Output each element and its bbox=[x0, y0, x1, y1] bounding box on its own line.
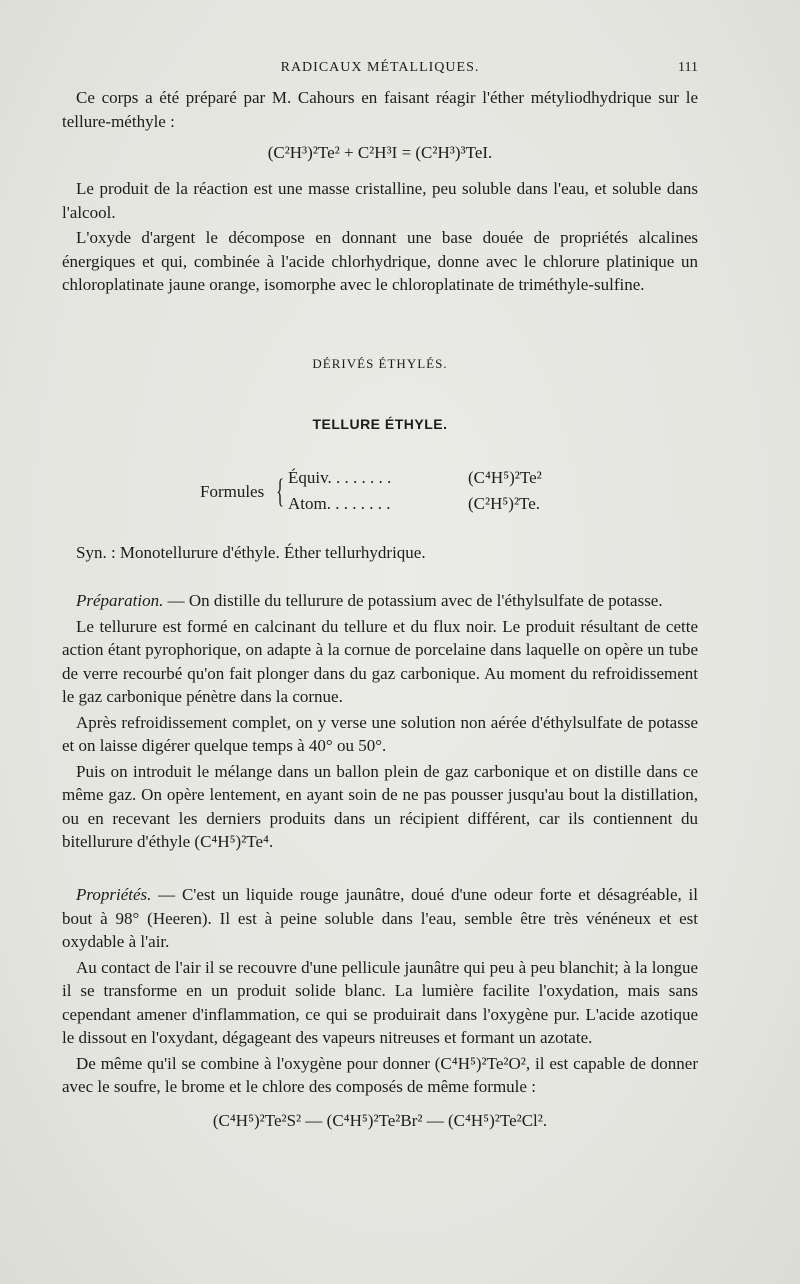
intro-paragraph-2: Le produit de la réaction est une masse cristalline, peu soluble dans l'eau, et soluble dans l'alcool. bbox=[62, 179, 698, 222]
preparation-paragraph-4: Puis on introduit le mélange dans un ballon plein de gaz carbonique et on distille dans ce même gaz. On opère lentement, en ayant soin de ne pas pousser jusqu'au bout la distillation, ou en recevant les derniers produits dans un récipient différent, car ils contiennent du bitellurure d'éthyle (C⁴H⁵)²Te⁴. bbox=[62, 761, 698, 851]
properties-paragraph-3: De même qu'il se combine à l'oxygène pour donner (C⁴H⁵)²Te²O², il est capable de donner avec le soufre, le brome et le chlore des composés de même formule : bbox=[62, 1053, 698, 1096]
properties-text-1: — C'est un liquide rouge jaunâtre, doué d'une odeur forte et désagréable, il bout à 98° (Heeren). Il est à peine soluble dans l'eau, semble être très vénéneux et est oxydable à l'air. bbox=[62, 885, 698, 951]
formula-row-atom bbox=[288, 494, 558, 514]
properties-equation: (C⁴H⁵)²Te²S² — (C⁴H⁵)²Te²Br² — (C⁴H⁵)²Te²Cl². bbox=[212, 1110, 548, 1130]
intro-section bbox=[62, 86, 698, 297]
formulas-table bbox=[200, 468, 580, 522]
brace-symbol: { bbox=[276, 473, 285, 510]
preparation-section bbox=[62, 589, 698, 854]
page-number: 111 bbox=[678, 60, 698, 75]
properties-section bbox=[62, 883, 698, 1133]
preparation-heading: Préparation. bbox=[76, 591, 164, 610]
formulas-label: Formules bbox=[200, 482, 265, 501]
section-title: DÉRIVÉS ÉTHYLÉS. bbox=[312, 356, 448, 371]
preparation-paragraph-2: Le tellurure est formé en calcinant du tellure et du flux noir. Le produit résultant de cette action étant pyrophorique, on adapte à la cornue de porcelaine dans laquelle on opère un tube de verre recourbé qu'on fait plonger dans du gaz carbonique. Au moment du refroidissement le gaz carbonique pénètre dans la cornue. bbox=[62, 616, 698, 706]
properties-paragraph-1 bbox=[62, 883, 698, 954]
equiv-value: (C⁴H⁵)²Te² bbox=[468, 468, 542, 487]
atom-label: Atom. . . . . . . . bbox=[288, 494, 391, 513]
preparation-paragraph-3: Après refroidissement complet, on y verse une solution non aérée d'éthylsulfate de potasse et on laisse digérer quelque temps à 40° ou 50°. bbox=[62, 712, 698, 755]
synonyms-line: Syn. : Monotellurure d'éthyle. Éther tellurhydrique. bbox=[76, 543, 426, 562]
section-heading-block bbox=[62, 352, 698, 376]
page-header bbox=[62, 58, 698, 82]
intro-equation: (C²H³)²Te² + C²H³I = (C²H³)³TeI. bbox=[267, 143, 493, 162]
intro-paragraph-3: L'oxyde d'argent le décompose en donnant une base douée de propriétés alcalines énergiques et qui, combinée à l'acide chlorhydrique, donne avec le chlorure platinique un chloroplatinate jaune orange, isomorphe avec le chloroplatinate de triméthyle-sulfine. bbox=[62, 228, 698, 294]
properties-heading: Propriétés. bbox=[76, 885, 152, 904]
atom-value: (C²H⁵)²Te. bbox=[468, 494, 541, 513]
preparation-paragraph-1 bbox=[62, 589, 698, 613]
synonyms-block bbox=[62, 541, 698, 565]
preparation-text-1: — On distille du tellurure de potassium avec de l'éthylsulfate de potasse. bbox=[163, 591, 663, 610]
running-title: RADICAUX MÉTALLIQUES. bbox=[280, 60, 480, 75]
subsection-heading-block bbox=[62, 413, 698, 437]
intro-paragraph-1: Ce corps a été préparé par M. Cahours en faisant réagir l'éther métyliodhydrique sur le tellure-méthyle : bbox=[62, 88, 698, 131]
formula-row-equiv bbox=[288, 468, 558, 488]
equiv-label: Équiv. . . . . . . . bbox=[288, 468, 392, 487]
subsection-title: TELLURE ÉTHYLE. bbox=[312, 416, 448, 432]
properties-paragraph-2: Au contact de l'air il se recouvre d'une pellicule jaunâtre qui peu à peu blanchit; à la longue il se transforme en un produit solide blanc. La lumière facilite l'oxydation, mais sans cependant amener d'inflammation, ce qui se produirait dans l'oxygène pur. L'acide azotique le dissout en l'oxydant, dégageant des vapeurs nitreuses et formant un azotate. bbox=[62, 957, 698, 1047]
